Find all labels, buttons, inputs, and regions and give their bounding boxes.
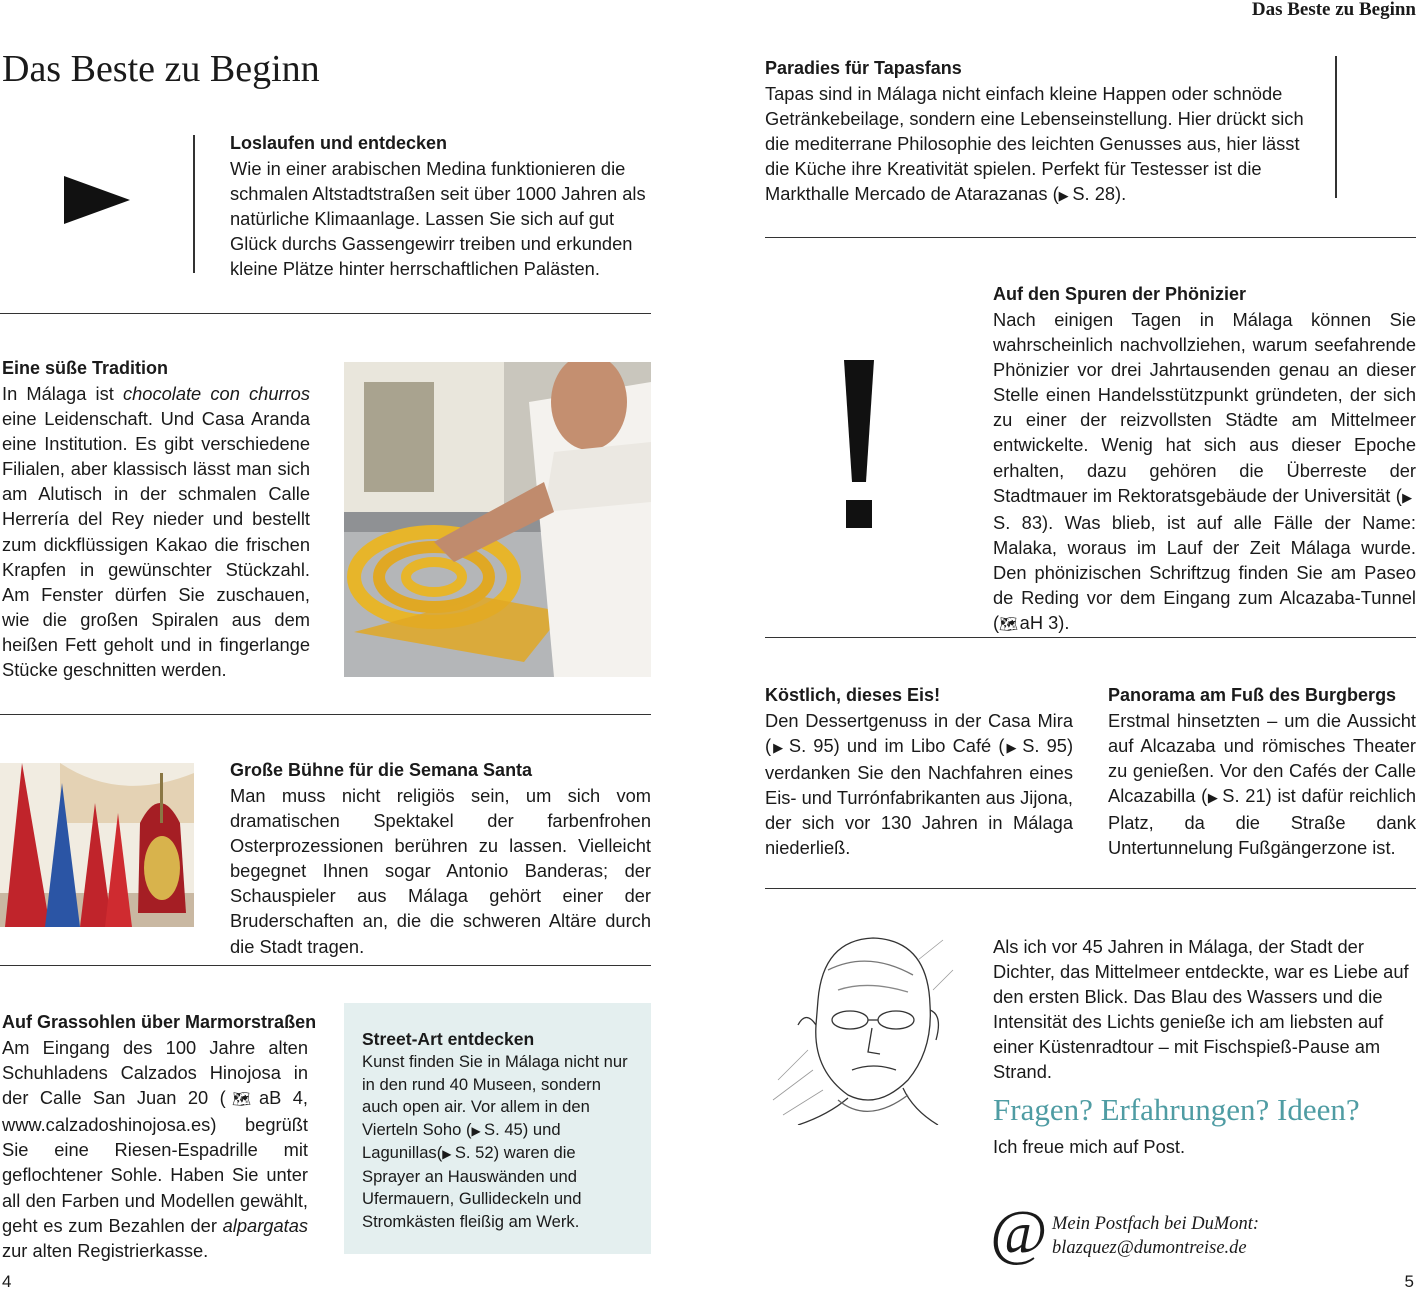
map-icon: 🗺: [999, 616, 1019, 634]
triangle-ref-icon: ▶: [471, 1123, 481, 1138]
triangle-ref-icon: ▶: [771, 740, 786, 756]
divider: [765, 637, 1416, 638]
divider: [765, 237, 1416, 238]
author-portrait: [768, 930, 958, 1125]
page-number-left: 4: [2, 1272, 12, 1291]
mailbox-block[interactable]: [1052, 1212, 1259, 1260]
semana-santa-photo: [0, 763, 194, 927]
author-text: Als ich vor 45 Jahren in Málaga, der Stadt der Dichter, das Mittelmeer entdeckte, war es Liebe auf den ersten Blick. Das Blau des Wassers und die Intensität des Lichts genieße ich am liebsten auf einer Küstenradtour – mit Fischspieß-Pause am Strand.: [993, 936, 1409, 1083]
divider: [0, 714, 651, 715]
section-semana: Große Bühne für die Semana Santa Man muss nicht religiös sein, um sich vom dramatischen Spektakel der farbenfrohen Osterprozessionen berühren zu lassen. Vielleicht begegnet Ihnen sogar Antonio Banderas; der Schauspieler aus Málaga gehört einer der Bruderschaften an, die die schweren Altäre durch die Stadt tragen.: [230, 760, 651, 957]
author-invite: Ich freue mich auf Post.: [993, 1136, 1186, 1157]
triangle-ref-icon: ▶: [1058, 188, 1069, 204]
section-tapas: Paradies für Tapasfans Tapas sind in Málaga nicht einfach kleine Happen oder schnöde Getränkebeilage, sondern eine Lebenseinstellung. Hier drückt sich die mediterrane Philosophie des leichten Genusses aus, hier lässt die Küche ihre Kreativität spielen. Perfekt für Testesser ist die Markthalle Mercado de Atarazanas (▶ S. 28).: [765, 58, 1304, 205]
at-sign-icon: @: [990, 1199, 1048, 1267]
heading-loslaufen: Loslaufen und entdecken: [230, 133, 448, 153]
triangle-ref-icon: ▶: [1207, 790, 1219, 806]
heading-semana: Große Bühne für die Semana Santa: [230, 760, 533, 780]
heading-panorama: Panorama am Fuß des Burgbergs: [1108, 685, 1397, 705]
section-eis: Köstlich, dieses Eis! Den Dessertgenuss in der Casa Mira (▶ S. 95) und im Libo Café (▶ S. 95) verdanken Sie den Nachfahren eines Eis- und Turrónfabrikanten aus Jijona, der sich vor 130 Jahren in Málaga niederließ.: [765, 685, 1074, 859]
exclamation-icon: [842, 360, 876, 528]
heading-phoenizier: Auf den Spuren der Phönizier: [993, 284, 1247, 304]
section-panorama: Panorama am Fuß des Burgbergs Erstmal hinsetzten – um die Aussicht auf Alcazaba und römisches Theater zu genießen. Vor den Cafés der Calle Alcazabilla (▶ S. 21) ist dafür reichlich Platz, da die Straße dank Untertunnelung Fußgängerzone ist.: [1108, 685, 1416, 859]
triangle-arrow-icon: [64, 176, 132, 224]
mailbox-label: Mein Postfach bei DuMont:: [1052, 1214, 1260, 1234]
churros-photo: [344, 362, 651, 677]
text-loslaufen: Wie in einer arabischen Medina funktionieren die schmalen Altstadtstraßen seit über 1000 Jahren als natürliche Klimaanlage. Lassen Sie sich auf gut Glück durchs Gassengewirr treiben und erkunden kleine Plätze hinter herrschaftlichen Palästen.: [230, 158, 646, 280]
vertical-divider: [193, 135, 195, 273]
triangle-ref-icon: ▶: [1004, 740, 1019, 756]
email-link[interactable]: blazquez@dumontreise.de: [1052, 1238, 1247, 1258]
section-loslaufen: [230, 131, 652, 281]
heading-grassohlen: Auf Grassohlen über Marmorstraßen: [2, 1012, 317, 1032]
section-tradition: Eine süße Tradition In Málaga ist chocolate con churros eine Leidenschaft. Und Casa Aranda eine Institution. Es gibt verschiedene Filialen, aber klassisch lässt man sich am Alutisch in der schmalen Calle Herrería del Rey nieder und bestellt zum dickflüssigen Kakao die frischen Krapfen in gewünschter Stückzahl. Am Fenster dürfen Sie zuschauen, wie die großen Spiralen aus dem heißen Fett geholt und in fingerlange Stücke geschnitten werden.: [2, 358, 310, 681]
heading-tradition: Eine süße Tradition: [2, 358, 169, 378]
author-question: Fragen? Erfahrungen? Ideen?: [993, 1092, 1360, 1127]
page-title: Das Beste zu Beginn: [2, 48, 320, 90]
heading-tapas: Paradies für Tapasfans: [765, 58, 962, 78]
heading-streetart: Street-Art entdecken: [362, 1029, 535, 1049]
running-header: Das Beste zu Beginn: [1251, 0, 1416, 20]
section-streetart: Street-Art entdecken Kunst finden Sie in Málaga nicht nur in den rund 40 Museen, sondern auch open air. Vor allem in den Vierteln Soho (▶ S. 45) und Lagunillas(▶ S. 52) waren die Sprayer an Hauswänden und Ufermauern, Gullideckeln und Stromkästen fleißig am Werk.: [362, 1027, 632, 1233]
section-phoenizier: Auf den Spuren der Phönizier Nach einigen Tagen in Málaga können Sie wahrscheinlich nachvollziehen, warum seefahrende Phönizier vor drei Jahrtausenden genau an dieser Stelle einen Handelsstützpunkt gründeten, der sich zu einer der reizvollsten Städte am Mittelmeer entwickelte. Wenig hat sich aus dieser Epoche erhalten, dazu gehören die Überreste der Stadtmauer im Rektoratsgebäude der Universität (▶ S. 83). Was blieb, ist auf alle Fälle der Name: Malaka, woraus im Lauf der Zeit Málaga wurde. Den phönizischen Schriftzug finden Sie am Paseo de Reding vor dem Eingang zum Alcazaba-Tunnel (🗺 aH 3).: [993, 284, 1416, 634]
section-grassohlen: Auf Grassohlen über Marmorstraßen Am Eingang des 100 Jahre alten Schuhladens Calzados Hinojosa in der Calle San Juan 20 (🗺 aB 4, www.calzadoshinojosa.es) begrüßt Sie eine Riesen-Espadrille mit geflochtener Sohle. Haben Sie unter all den Farben und Modellen gewählt, geht es zum Bezahlen der alpargatas zur alten Registrierkasse.: [2, 1012, 317, 1261]
divider: [0, 313, 651, 314]
divider: [765, 888, 1416, 889]
triangle-ref-icon: ▶: [1401, 489, 1413, 505]
page-number-right: 5: [1404, 1272, 1414, 1291]
divider: [0, 965, 651, 966]
vertical-divider: [1335, 56, 1337, 198]
map-icon: 🗺: [225, 1091, 258, 1109]
heading-eis: Köstlich, dieses Eis!: [765, 685, 941, 705]
triangle-ref-icon: ▶: [442, 1147, 452, 1161]
